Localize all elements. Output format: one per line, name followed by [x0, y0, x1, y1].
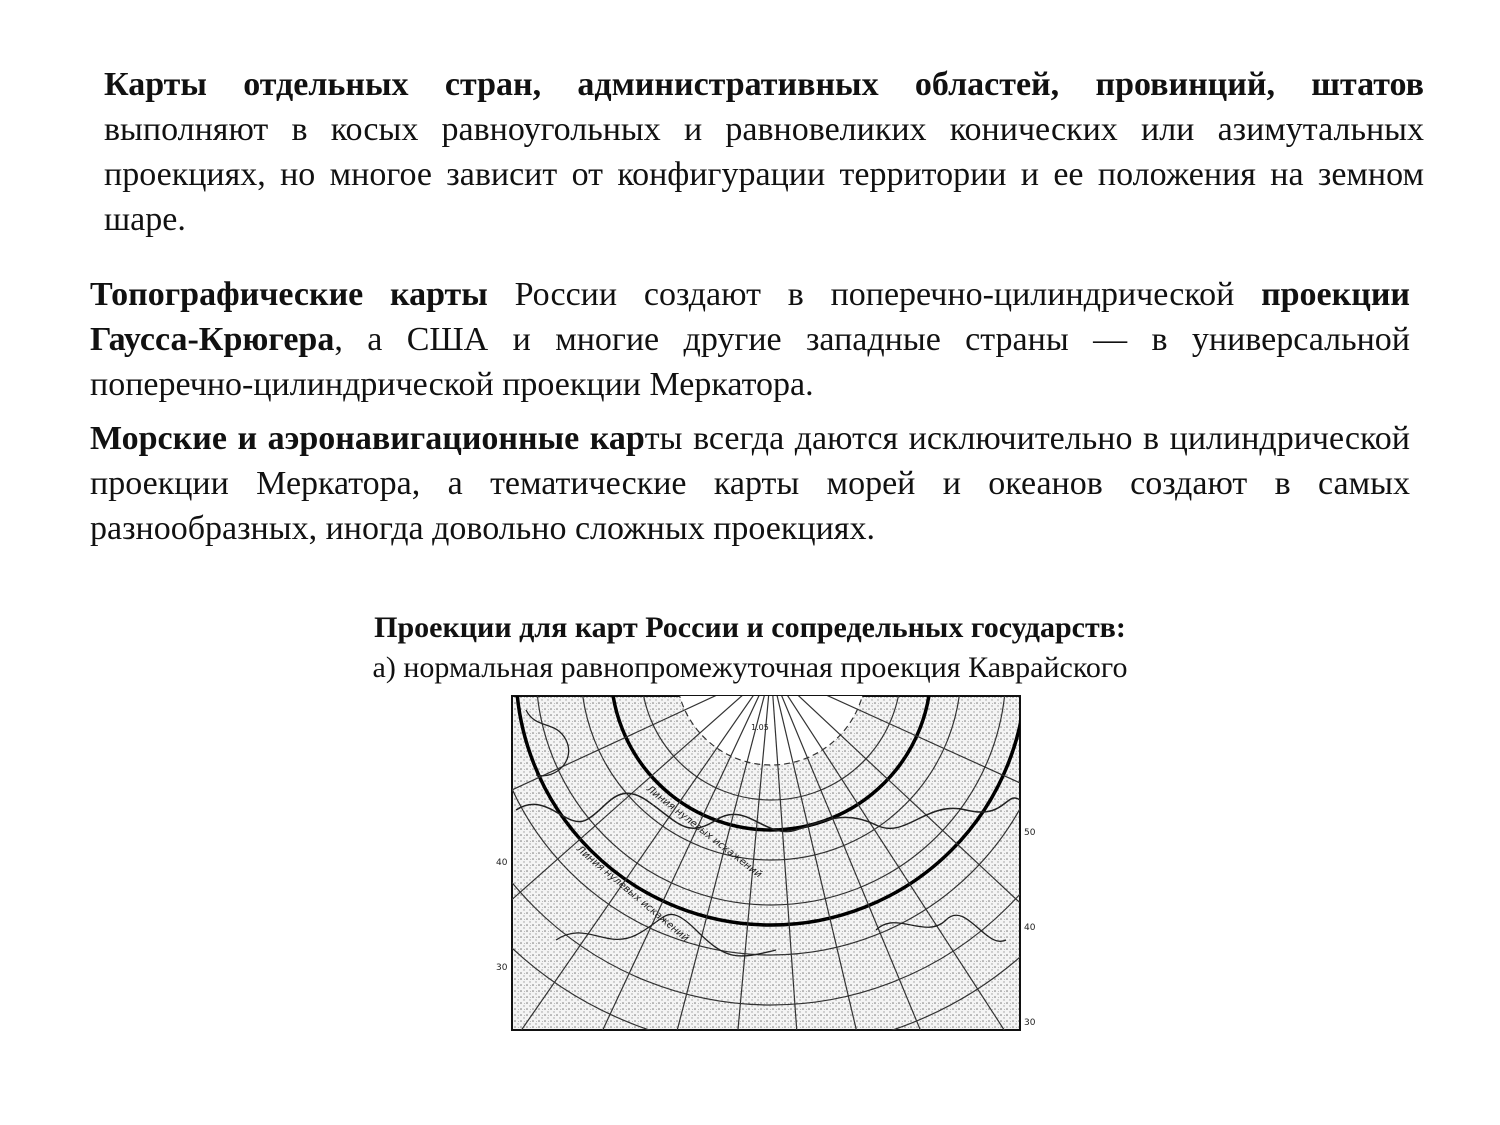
paragraph-country-maps	[104, 62, 1424, 242]
map-label-scale: 1.05	[751, 723, 769, 732]
map-label-right-40: 40	[1024, 923, 1036, 933]
topographic-maps-text: России создают в поперечно-цилиндрической	[487, 276, 1262, 313]
figure-subtitle: а) нормальная равнопромежуточная проекция Каврайского	[372, 651, 1128, 684]
paragraph-country-maps-bold: Карты отдельных стран, административных областей, провинций, штатов	[104, 66, 1424, 103]
topographic-maps-text-2: , а США и многие другие западные страны — в универсальной поперечно-цилиндрической проекции Меркатора.	[90, 321, 1410, 403]
paragraph-topographic-maps	[90, 272, 1410, 407]
map-label-zero-line-lower: Линия нулевых искажений	[574, 843, 691, 945]
projection-map-svg	[496, 690, 1036, 1036]
map-label-right-30: 30	[1024, 1018, 1036, 1028]
topographic-maps-bold: Топографические карты	[90, 276, 488, 313]
map-label-right-50: 50	[1024, 828, 1036, 838]
map-label-zero-line-upper: Линия нулевых искажений	[644, 783, 764, 881]
figure-title: Проекции для карт России и сопредельных государств:	[374, 611, 1126, 644]
paragraph-country-maps-text: выполняют в косых равноугольных и равновеликих конических или азимутальных проекциях, но многое зависит от конфигурации территории и ее положения на земном шаре.	[104, 111, 1424, 238]
gauss-kruger-bold: проекции Гаусса-Крюгера	[90, 276, 1411, 358]
paragraph-nautical-maps	[90, 416, 1410, 551]
nautical-maps-text: ты всегда даются исключительно в цилиндрической проекции Меркатора, а тематические карты морей и океанов создают в самых разнообразных, иногда довольно сложных проекциях.	[90, 420, 1410, 547]
map-label-left-30: 30	[496, 963, 508, 973]
nautical-maps-bold: Морские и аэронавигационные кар	[90, 420, 645, 457]
projection-map-image	[496, 690, 1036, 1036]
map-label-left-40: 40	[496, 858, 508, 868]
